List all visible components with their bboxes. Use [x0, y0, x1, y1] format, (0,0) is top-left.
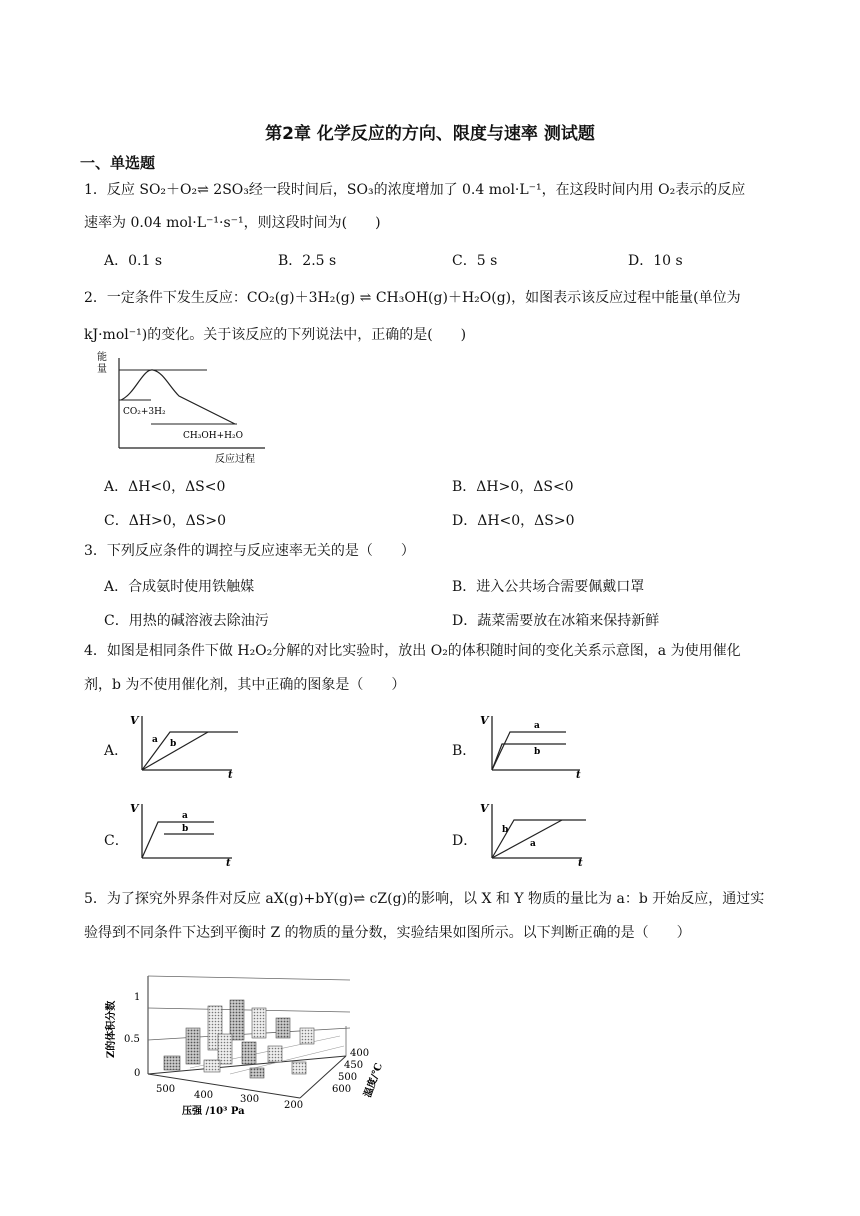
bar: [218, 1034, 232, 1064]
energy-axis-label-1: 能: [97, 352, 107, 363]
question-2-option-c[interactable]: C．ΔH>0，ΔS>0: [104, 513, 227, 529]
question-3-option-b[interactable]: B．进入公共场合需要佩戴口罩: [452, 579, 645, 595]
question-4-option-c[interactable]: C．: [104, 833, 129, 849]
y-tick-0: 0: [134, 1068, 141, 1079]
question-4-option-b[interactable]: B．: [452, 743, 477, 759]
graph-option-b: [478, 712, 588, 778]
question-3-line-1: 3．下列反应条件的调控与反应速率无关的是（ ）: [84, 543, 415, 559]
bar: [300, 1028, 314, 1044]
question-2-option-d[interactable]: D．ΔH<0，ΔS>0: [452, 513, 575, 529]
x-tick-500: 500: [156, 1084, 176, 1095]
curve-b-label: b: [502, 825, 509, 835]
question-1-option-b[interactable]: B．2.5 s: [278, 253, 337, 269]
question-4-line-1: 4．如图是相同条件下做 H₂O₂分解的对比实验时，放出 O₂的体积随时间的变化关系示意图，a 为使用催化: [84, 643, 741, 659]
bar: [250, 1068, 264, 1078]
reactant-label: CO₂+3H₂: [123, 407, 166, 417]
product-label: CH₃OH+H₂O: [183, 431, 243, 441]
bar: [252, 1008, 266, 1038]
y-axis-label: Z的体积分数: [106, 1000, 117, 1058]
x-axis-label: 压强 /10³ Pa: [182, 1106, 245, 1116]
curve-b-label: b: [170, 739, 177, 749]
curve-a-label: a: [152, 735, 158, 745]
bar: [276, 1018, 290, 1038]
bar: [292, 1062, 306, 1074]
curve-a-label: a: [534, 721, 540, 731]
question-2-option-b[interactable]: B．ΔH>0，ΔS<0: [452, 479, 574, 495]
reaction-progress-label: 反应过程: [215, 454, 255, 465]
section-heading: 一、单选题: [80, 154, 156, 172]
z-tick-400: 400: [350, 1048, 370, 1059]
t-axis-label: t: [578, 858, 583, 866]
bar-chart-3d: [100, 966, 400, 1116]
bar: [268, 1046, 282, 1062]
z-tick-450: 450: [344, 1060, 364, 1071]
v-axis-label: V: [480, 714, 489, 727]
z-tick-600: 600: [332, 1084, 352, 1095]
graph-option-d: [478, 800, 596, 866]
x-tick-200: 200: [284, 1100, 304, 1111]
question-3-option-c[interactable]: C．用热的碱溶液去除油污: [104, 613, 269, 629]
question-3-option-a[interactable]: A．合成氨时使用铁触媒: [104, 579, 255, 595]
y-tick-0.5: 0.5: [124, 1034, 140, 1045]
question-5-line-2: 验得到不同条件下达到平衡时 Z 的物质的量分数，实验结果如图所示。以下判断正确的是（ ）: [84, 925, 691, 941]
curve-a-label: a: [182, 811, 188, 821]
v-axis-label: V: [130, 714, 139, 727]
bar: [186, 1028, 200, 1064]
question-1-line-2: 速率为 0.04 mol·L⁻¹·s⁻¹，则这段时间为( ): [84, 215, 381, 231]
z-axis-label: 温度/℃: [362, 1061, 386, 1100]
t-axis-label: t: [576, 770, 581, 778]
question-1-option-a[interactable]: A．0.1 s: [104, 253, 163, 269]
question-2-line-2: kJ·mol⁻¹)的变化。关于该反应的下列说法中，正确的是( ): [84, 327, 467, 343]
question-2-line-1: 2．一定条件下发生反应：CO₂(g)＋3H₂(g) ⇌ CH₃OH(g)＋H₂O(g)，如图表示该反应过程中能量(单位为: [84, 290, 741, 306]
curve-a-label: a: [530, 839, 536, 849]
question-2-option-a[interactable]: A．ΔH<0，ΔS<0: [104, 479, 226, 495]
t-axis-label: t: [228, 770, 233, 778]
curve-b-label: b: [182, 824, 189, 834]
chart-bars: [164, 1000, 314, 1078]
energy-axis-label-2: 量: [97, 364, 107, 375]
bar: [204, 1060, 220, 1072]
question-3-option-d[interactable]: D．蔬菜需要放在冰箱来保持新鲜: [452, 613, 660, 629]
v-axis-label: V: [130, 802, 139, 815]
question-1-line-1: 1．反应 SO₂＋O₂⇌ 2SO₃经一段时间后，SO₃的浓度增加了 0.4 mol·L⁻¹，在这段时间内用 O₂表示的反应: [84, 182, 746, 198]
bar: [164, 1056, 180, 1070]
v-axis-label: V: [480, 802, 489, 815]
question-1-option-d[interactable]: D．10 s: [628, 253, 683, 269]
question-4-option-a[interactable]: A．: [104, 743, 129, 759]
question-4-option-d[interactable]: D．: [452, 833, 478, 849]
question-1-option-c[interactable]: C．5 s: [452, 253, 498, 269]
t-axis-label: t: [226, 858, 231, 866]
z-tick-500: 500: [338, 1072, 358, 1083]
question-5-line-1: 5．为了探究外界条件对反应 aX(g)+bY(g)⇌ cZ(g)的影响，以 X 和 Y 物质的量比为 a：b 开始反应，通过实: [84, 891, 765, 907]
energy-diagram: [95, 350, 275, 465]
x-tick-400: 400: [194, 1090, 214, 1101]
graph-option-c: [128, 800, 238, 866]
page-title: 第2章 化学反应的方向、限度与速率 测试题: [265, 124, 595, 144]
x-tick-300: 300: [240, 1094, 260, 1105]
curve-b-label: b: [534, 747, 541, 757]
bar: [242, 1042, 256, 1064]
y-tick-1: 1: [134, 992, 141, 1003]
graph-option-a: [128, 712, 246, 778]
question-4-line-2: 剂，b 为不使用催化剂，其中正确的图象是（ ）: [84, 677, 406, 693]
